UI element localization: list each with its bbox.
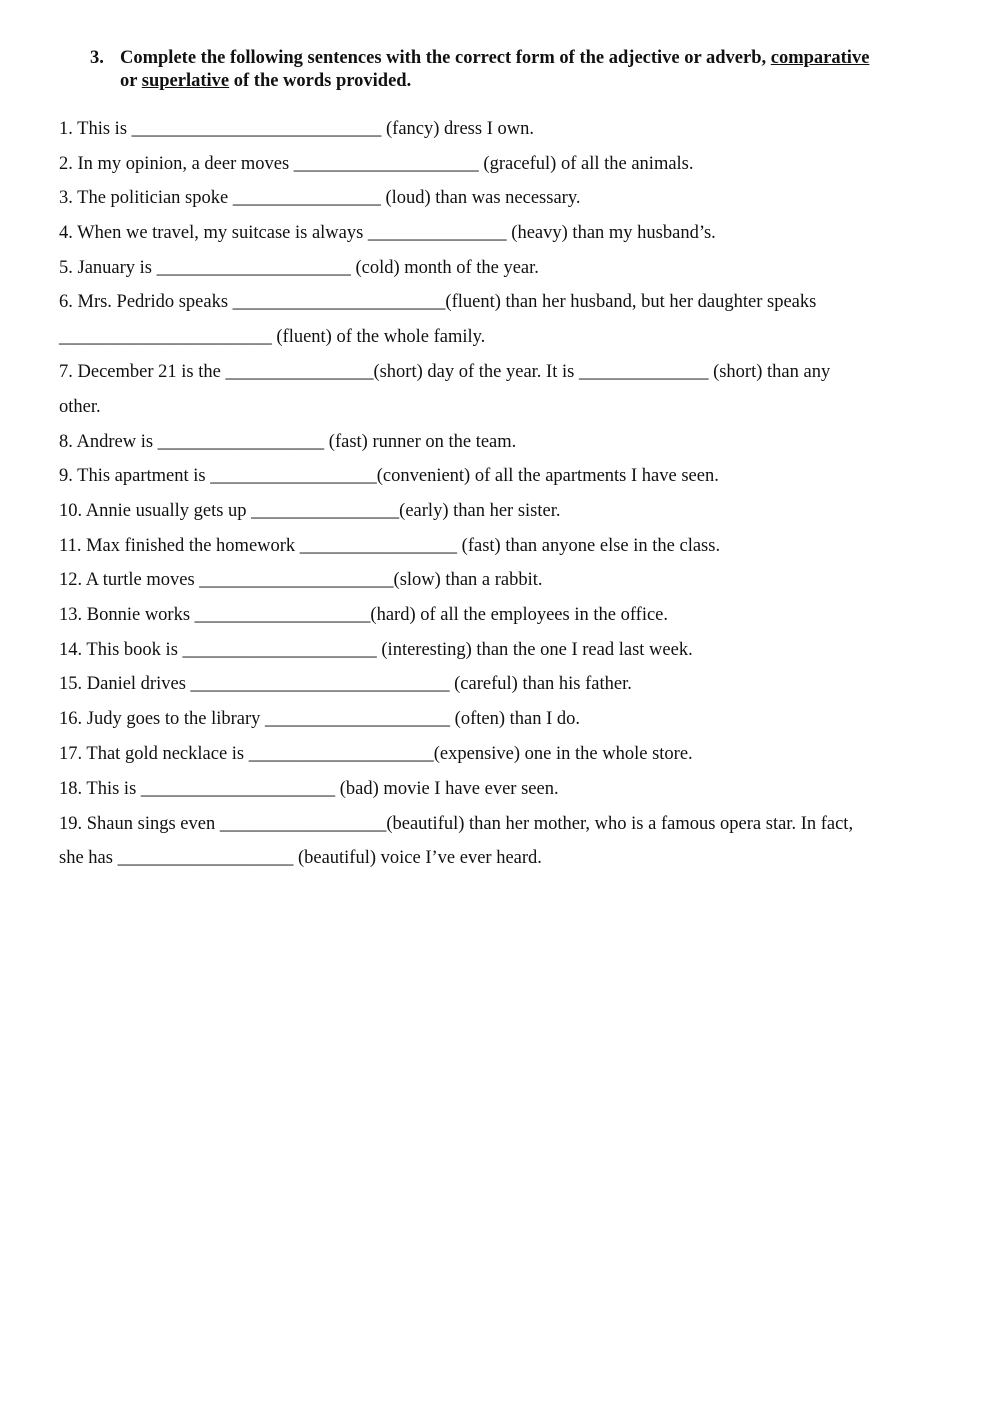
sentence-line: _______________________ (fluent) of the whole family. [59,327,486,347]
sentence-line: 5. January is _____________________ (cold) month of the year. [59,258,539,278]
instruction-part-2: or [120,71,138,91]
sentence-line: 17. That gold necklace is ____________________(expensive) one in the whole store. [59,744,693,764]
sentence-line: 10. Annie usually gets up ________________(early) than her sister. [59,501,561,521]
sentence-line: 9. This apartment is __________________(convenient) of all the apartments I have seen. [59,466,719,486]
exercise-number: 3. [90,48,104,68]
sentence-line: 15. Daniel drives ____________________________ (careful) than his father. [59,674,632,694]
sentence-line: 14. This book is _____________________ (interesting) than the one I read last week. [59,640,693,660]
sentence-line: 8. Andrew is __________________ (fast) runner on the team. [59,432,517,452]
sentence-line: 16. Judy goes to the library ____________________ (often) than I do. [59,709,581,729]
instruction-part-3: of the words provided. [233,71,412,91]
sentence-line: 2. In my opinion, a deer moves ____________________ (graceful) of all the animals. [59,154,694,174]
sentence-line: 11. Max finished the homework _________________ (fast) than anyone else in the class. [59,536,721,556]
instruction-underlined-superlative: superlative [141,71,230,91]
sentence-line: she has ___________________ (beautiful) voice I’ve ever heard. [59,848,542,868]
sentence-line: 18. This is _____________________ (bad) movie I have ever seen. [59,779,559,799]
sentence-line: 6. Mrs. Pedrido speaks _______________________(fluent) than her husband, but her daughter speaks [59,292,817,312]
sentence-line: 12. A turtle moves _____________________(slow) than a rabbit. [59,570,543,590]
sentence-line: 7. December 21 is the ________________(short) day of the year. It is ______________ (short) than any [59,362,831,382]
sentence-line: 13. Bonnie works ___________________(hard) of all the employees in the office. [59,605,669,625]
instruction-underlined-comparative: comparative [770,48,870,68]
sentence-line: 4. When we travel, my suitcase is always _______________ (heavy) than my husband’s. [59,223,716,243]
instruction-text [90,47,960,93]
exercise-instruction [90,47,960,93]
instruction-part-1: Complete the following sentences with the correct form of the adjective or adverb, [120,48,767,68]
sentence-line: 1. This is ___________________________ (fancy) dress I own. [59,119,534,139]
sentence-line: 3. The politician spoke ________________ (loud) than was necessary. [59,188,581,208]
sentence-line: other. [59,397,101,417]
sentence-line: 19. Shaun sings even __________________(beautiful) than her mother, who is a famous opera star. In fact, [59,814,854,834]
